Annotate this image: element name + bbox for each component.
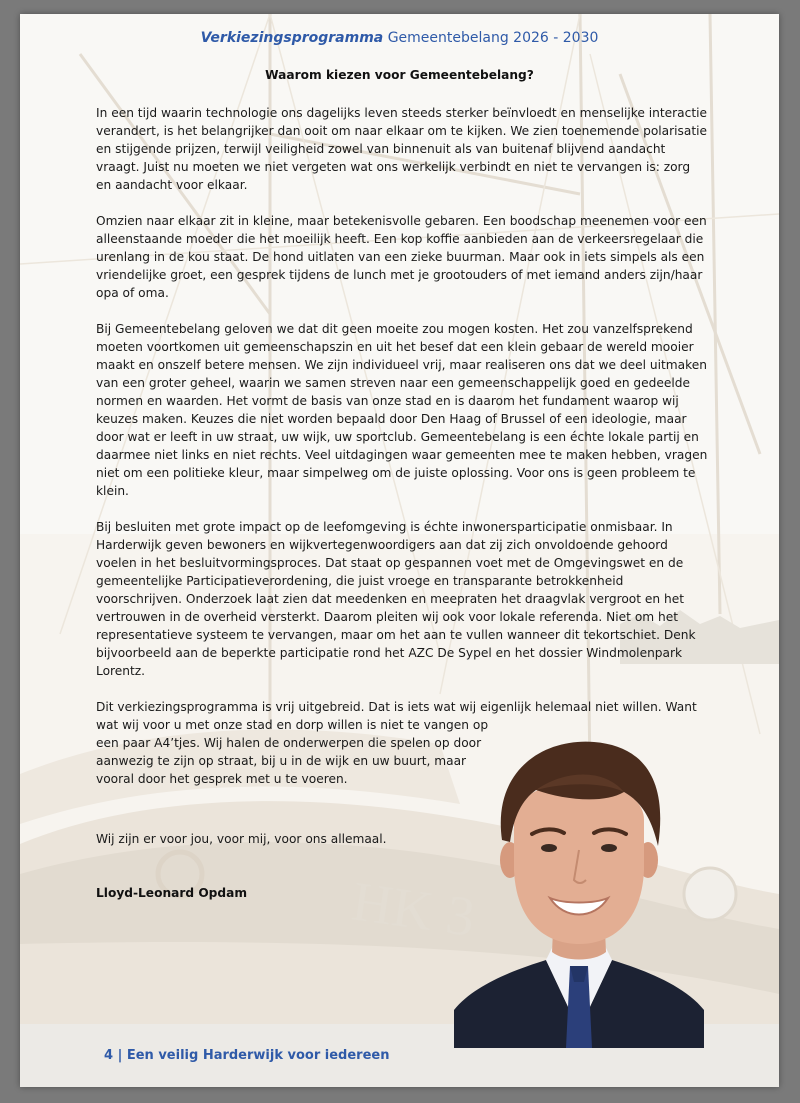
candidate-portrait [454, 730, 704, 1048]
closing-line: Wij zijn er voor jou, voor mij, voor ons allemaal. [96, 832, 387, 846]
header-party-label: Gemeentebelang 2026 - 2030 [383, 30, 599, 46]
paragraph-line: Dit verkiezingsprogramma is vrij uitgebreid. Dat is iets wat wij eigenlijk helemaal niet willen. Want [96, 700, 697, 714]
signature-name: Lloyd-Leonard Opdam [96, 886, 248, 900]
paragraph: Bij Gemeentebelang geloven we dat dit geen moeite zou mogen kosten. Het zou vanzelfsprekend moeten voortkomen uit gemeenschapszin en uit het besef dat een klein gebaar de wereld mooier maakt en onszelf betere mensen. We zijn individueel vrij, maar realiseren ons dat we deel uitmaken van een groter geheel, waarin we samen streven naar een gemeenschappelijk goed en gedeelde normen en waarden. Het vormt de basis van onze stad en is daarom het fundament waarop wij keuzes maken. Keuzes die niet worden bepaald door Den Haag of Brussel of een ideologie, maar door wat er leeft in uw straat, uw wijk, uw sportclub. Gemeentebelang is een échte lokale partij en daarmee niet links en niet rechts. Veel uitdagingen waar gemeenten mee te maken hebben, vragen niet om een politieke kleur, maar simpelweg om de juiste oplossing. Voor ons is geen probleem te klein. [96, 322, 708, 498]
paragraph: Omzien naar elkaar zit in kleine, maar betekenisvolle gebaren. Een boodschap meenemen voor een alleenstaande moeder die het moeilijk heeft. Een kop koffie aanbieden aan de verkeersregelaar die urenlang in de kou staat. De hond uitlaten van een zieke buurman. Maar ook in iets simpels als een vriendelijke groet, een gesprek tijdens de lunch met je grootouders of met iemand anders zijn/haar opa of oma. [96, 214, 707, 300]
document-header [20, 30, 779, 46]
paragraph-line: vooral door het gesprek met u te voeren. [96, 772, 348, 786]
section-title: Waarom kiezen voor Gemeentebelang? [265, 68, 534, 82]
page-footer: 4 | Een veilig Harderwijk voor iedereen [104, 1048, 390, 1063]
paragraph: Bij besluiten met grote impact op de leefomgeving is échte inwonersparticipatie onmisbaar. In Harderwijk geven bewoners en wijkvertegenwoordigers aan dat zij zich onvoldoende gehoord voelen in het besluitvormingsproces. Dat staat op gespannen voet met de Omgevingswet en de gemeentelijke Participatieverordening, die juist vroege en transparante betrokkenheid voorschrijven. Onderzoek laat zien dat meedenken en meepraten het draagvlak vergroot en het vertrouwen in de overheid versterkt. Daarom pleiten wij ook voor lokale referenda. Niet om het representatieve systeem te vervangen, maar om het aan te vullen wanneer dit tekortschiet. Denk bijvoorbeeld aan de beperkte participatie rond het AZC De Sypel en het dossier Windmolenpark Lorentz. [96, 520, 696, 678]
background-hull-text: HK 3 [348, 870, 479, 949]
paragraph-line: een paar A4’tjes. Wij halen de onderwerpen die spelen op door [96, 736, 482, 750]
paragraph: In een tijd waarin technologie ons dagelijks leven steeds sterker beïnvloedt en menselijke interactie verandert, is het belangrijker dan ooit om naar elkaar om te kijken. We zien toenemende polarisatie en stijgende prijzen, terwijl veiligheid zowel van binnenuit als van buitenaf blijvend aandacht vraagt. Juist nu moeten we niet vergeten wat ons werkelijk verbindt en niet te vervangen is: zorg en aandacht voor elkaar. [96, 106, 708, 192]
paragraph-line: aanwezig te zijn op straat, bij u in de wijk en uw buurt, maar [96, 754, 467, 768]
paragraph-line: wat wij voor u met onze stad en dorp willen is niet te vangen op [96, 718, 489, 732]
header-program-label: Verkiezingsprogramma [200, 30, 384, 46]
body-text [96, 104, 708, 788]
document-page [20, 14, 779, 1087]
